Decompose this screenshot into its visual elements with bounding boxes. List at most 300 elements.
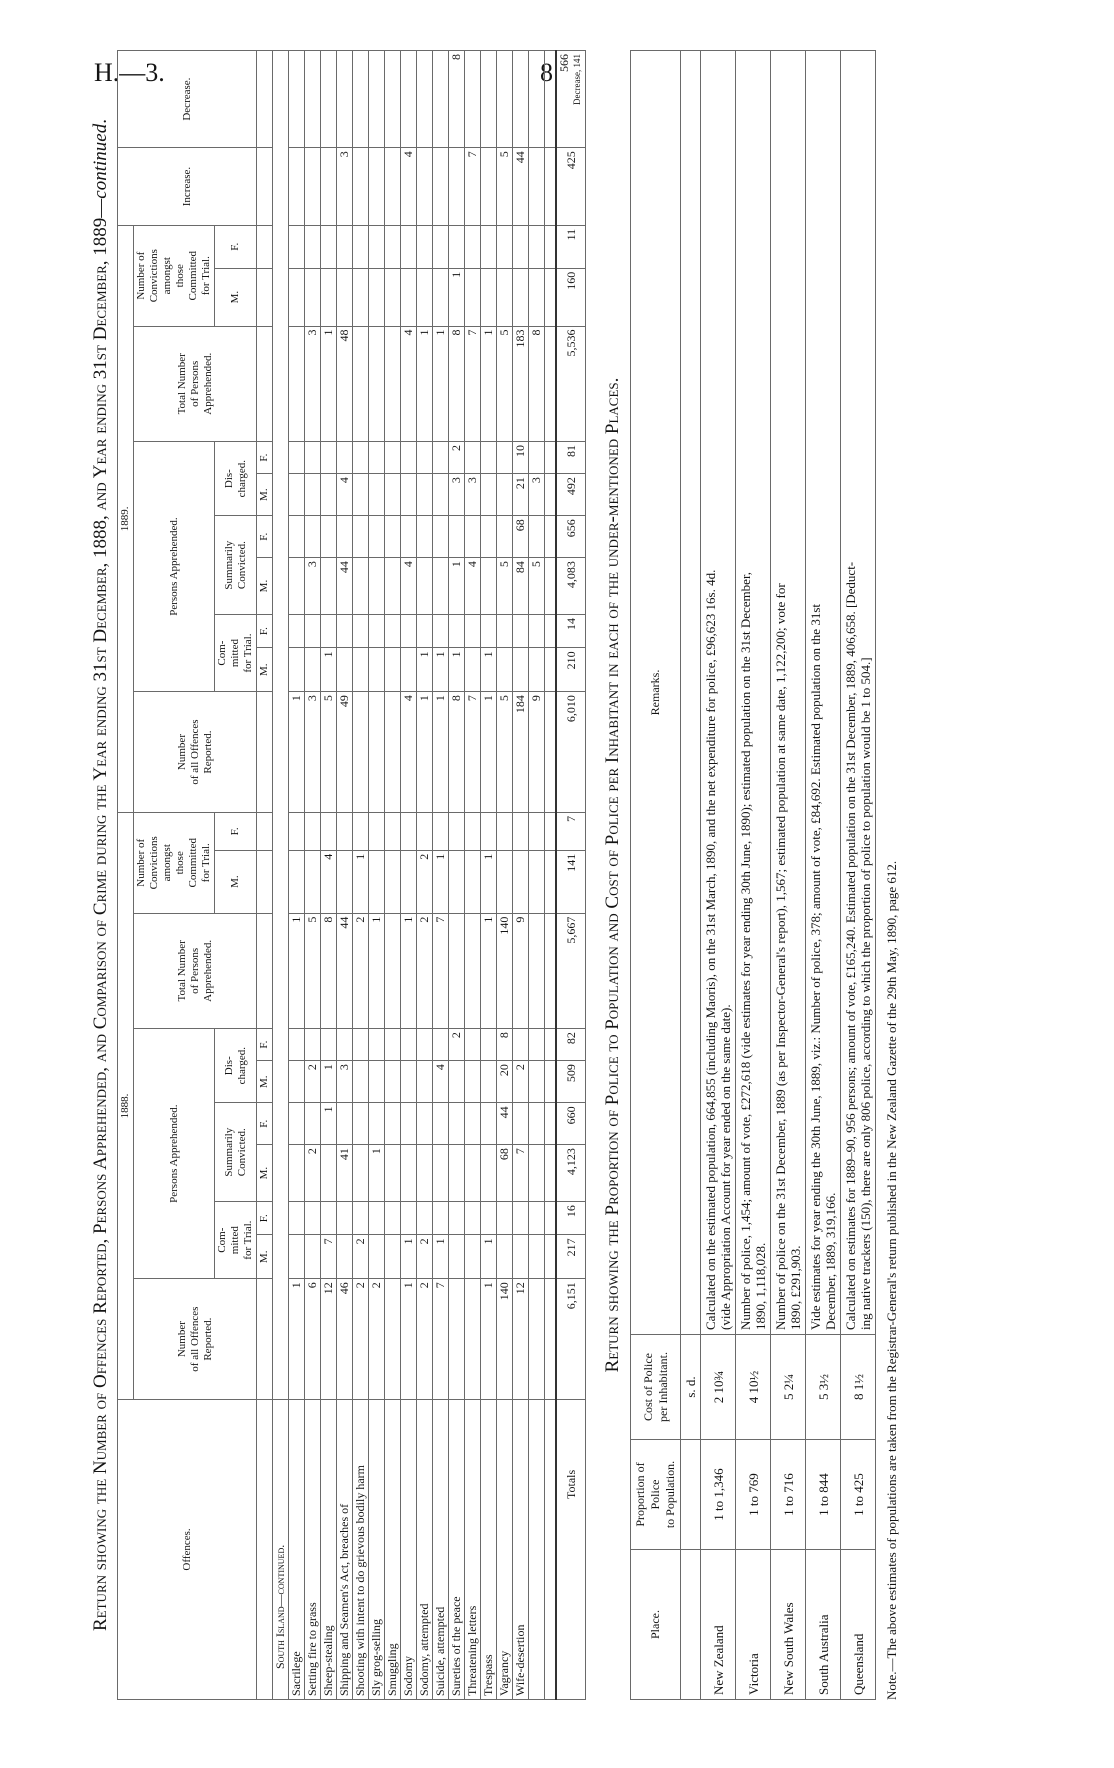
crime-cell	[401, 225, 417, 268]
crime-cell	[321, 442, 337, 474]
crime-cell	[497, 51, 513, 148]
page-reference: H.—3.	[94, 58, 165, 87]
crime-cell	[305, 1235, 321, 1279]
crime-cell	[401, 51, 417, 148]
crime-cell	[337, 614, 353, 647]
crime-cell	[401, 1103, 417, 1145]
section-row	[273, 51, 289, 1700]
crime-cell	[401, 614, 417, 647]
remark-line: December, 1889, 319,166.	[823, 1192, 838, 1330]
crime-cell: 183	[513, 326, 529, 441]
crime-cell	[289, 268, 305, 326]
crime-cell: 3	[465, 474, 481, 516]
crime-cell: 7	[433, 1279, 449, 1400]
crime-cell: 44	[513, 148, 529, 226]
police-table-title	[602, 50, 624, 1700]
reported-1888-header: Number of all Offences Reported.	[134, 1279, 257, 1400]
crime-cell	[289, 474, 305, 516]
crime-cell: 8	[449, 326, 465, 441]
crime-cell	[289, 1029, 305, 1061]
crime-cell	[353, 692, 369, 813]
remarks-header: Remarks.	[631, 51, 681, 1335]
crime-cell	[289, 614, 305, 647]
crime-cell	[321, 1202, 337, 1235]
crime-cell	[417, 1029, 433, 1061]
proportion-value: 1 to 844	[806, 1440, 841, 1550]
crime-cell: 1	[289, 1279, 305, 1400]
crime-cell	[289, 326, 305, 441]
crime-cell: 20	[497, 1061, 513, 1103]
crime-cell	[433, 516, 449, 558]
remark-line: Number of police, 1,454; amount of vote, £272,618 (vide estimates for year ending 30th June, 1890); estimated population on the 31st December,	[738, 572, 753, 1330]
crime-cell: 49	[337, 692, 353, 813]
convictions-1889-header: Number of Convictions amongst those Committed for Trial.	[134, 225, 215, 326]
crime-cell: 184	[513, 692, 529, 813]
crime-cell	[433, 558, 449, 615]
crime-cell: 1	[481, 1235, 497, 1279]
cost-value: 2 10¾	[701, 1335, 736, 1440]
crime-row	[369, 51, 385, 1700]
place-name: South Australia	[806, 1550, 841, 1700]
crime-cell	[289, 648, 305, 692]
crime-cell	[353, 1202, 369, 1235]
crime-cell	[369, 51, 385, 148]
totals-cell: 160	[556, 268, 586, 326]
crime-cell	[353, 648, 369, 692]
crime-cell: 5	[497, 148, 513, 226]
crime-cell: 2	[513, 1061, 529, 1103]
crime-cell	[417, 1202, 433, 1235]
crime-cell	[385, 1103, 401, 1145]
crime-cell: 48	[337, 326, 353, 441]
crime-cell: 12	[321, 1279, 337, 1400]
crime-cell	[465, 1029, 481, 1061]
police-row	[736, 51, 771, 1700]
crime-cell: 12	[513, 1279, 529, 1400]
crime-table-body	[273, 51, 586, 1700]
crime-cell: 8	[449, 692, 465, 813]
crime-cell: 1	[321, 326, 337, 441]
crime-cell	[385, 442, 401, 474]
crime-cell	[417, 148, 433, 226]
police-table	[630, 50, 876, 1700]
crime-cell	[529, 148, 545, 226]
net-decrease: Decrease, 141	[572, 54, 582, 105]
crime-cell: 2	[417, 850, 433, 913]
crime-cell: 1	[417, 692, 433, 813]
crime-cell	[401, 516, 417, 558]
totals-cell: 660	[556, 1103, 586, 1145]
crime-cell	[385, 1279, 401, 1400]
totals-cell: 425	[556, 148, 586, 226]
crime-cell	[417, 614, 433, 647]
crime-cell	[289, 812, 305, 850]
totals-cell: 217	[556, 1235, 586, 1279]
proportion-value: 1 to 716	[771, 1440, 806, 1550]
crime-cell	[529, 1279, 545, 1400]
totals-cell: 656	[556, 516, 586, 558]
proportion-value: 1 to 425	[841, 1440, 876, 1550]
crime-cell	[481, 51, 497, 148]
crime-cell	[465, 1202, 481, 1235]
crime-cell	[513, 268, 529, 326]
crime-cell	[385, 1202, 401, 1235]
proportion-value: 1 to 1,346	[701, 1440, 736, 1550]
crime-cell	[513, 1202, 529, 1235]
crime-cell	[321, 225, 337, 268]
crime-cell: 68	[513, 516, 529, 558]
crime-cell: 1	[449, 268, 465, 326]
crime-cell	[385, 850, 401, 913]
crime-cell	[289, 850, 305, 913]
crime-cell: 4	[433, 1061, 449, 1103]
proportion-value: 1 to 769	[736, 1440, 771, 1550]
crime-cell	[513, 1029, 529, 1061]
offence-name: Shooting with intent to do grievous bodily harm	[353, 1400, 369, 1700]
crime-cell	[321, 1145, 337, 1202]
crime-cell: 3	[529, 474, 545, 516]
totals-cell: 141	[556, 850, 586, 913]
crime-cell	[289, 1202, 305, 1235]
offences-header: Offences.	[118, 1400, 257, 1700]
crime-cell	[433, 614, 449, 647]
crime-cell	[401, 1202, 417, 1235]
crime-cell	[433, 1029, 449, 1061]
crime-cell: 3	[337, 1061, 353, 1103]
crime-cell: 2	[305, 1145, 321, 1202]
crime-row	[401, 51, 417, 1700]
crime-cell	[497, 812, 513, 850]
crime-cell	[385, 326, 401, 441]
crime-cell	[305, 1029, 321, 1061]
crime-cell	[321, 516, 337, 558]
crime-cell	[481, 1145, 497, 1202]
committed-f-1888: F.	[257, 1202, 273, 1235]
crime-cell	[305, 812, 321, 850]
crime-cell	[337, 1235, 353, 1279]
page-number: 8	[540, 58, 553, 87]
crime-cell: 5	[305, 913, 321, 1028]
crime-cell	[305, 268, 321, 326]
crime-cell	[337, 1029, 353, 1061]
crime-cell: 1	[433, 692, 449, 813]
crime-cell	[465, 812, 481, 850]
crime-cell	[497, 516, 513, 558]
crime-cell: 8	[497, 1029, 513, 1061]
crime-cell	[305, 1103, 321, 1145]
discharged-1889-header: Dis- charged.	[215, 442, 257, 516]
discharged-m-1889: M.	[257, 474, 273, 516]
cost-units: s. d.	[681, 1335, 701, 1440]
section-label: South Island—continued.	[273, 1400, 289, 1700]
crime-cell	[417, 51, 433, 148]
totals-cell: 11	[556, 225, 586, 268]
offence-name: Sacrilege	[289, 1400, 305, 1700]
cost-value: 5 3½	[806, 1335, 841, 1440]
crime-row	[481, 51, 497, 1700]
total-apprehended-1888-header: Total Number of Persons Apprehended.	[134, 913, 257, 1028]
crime-cell	[305, 442, 321, 474]
crime-row	[465, 51, 481, 1700]
crime-cell	[433, 1103, 449, 1145]
crime-cell	[369, 1029, 385, 1061]
crime-cell: 44	[337, 558, 353, 615]
crime-cell	[401, 442, 417, 474]
crime-cell	[513, 1103, 529, 1145]
offence-name: Sly grog-selling	[369, 1400, 385, 1700]
crime-cell	[353, 1145, 369, 1202]
crime-cell	[321, 614, 337, 647]
crime-cell	[353, 614, 369, 647]
crime-cell	[369, 614, 385, 647]
crime-cell	[289, 1061, 305, 1103]
totals-label: Totals	[556, 1400, 586, 1700]
crime-cell: 1	[481, 648, 497, 692]
crime-cell	[497, 442, 513, 474]
crime-cell	[337, 1103, 353, 1145]
crime-cell	[369, 1235, 385, 1279]
crime-cell	[497, 225, 513, 268]
totals-cell: 210	[556, 648, 586, 692]
police-table-body	[681, 51, 876, 1700]
crime-cell	[385, 648, 401, 692]
crime-cell	[289, 1145, 305, 1202]
crime-cell	[369, 1061, 385, 1103]
crime-cell	[529, 1202, 545, 1235]
summarily-1889-header: Summarily Convicted.	[215, 516, 257, 615]
conv-f-1888-header: F.	[215, 812, 257, 850]
crime-cell	[497, 474, 513, 516]
crime-cell	[465, 442, 481, 474]
crime-cell	[353, 812, 369, 850]
crime-cell: 3	[305, 692, 321, 813]
place-header: Place.	[631, 1550, 681, 1700]
discharged-m-1888: M.	[257, 1061, 273, 1103]
crime-cell	[289, 148, 305, 226]
crime-cell: 5	[497, 558, 513, 615]
crime-cell	[417, 1145, 433, 1202]
crime-cell: 1	[353, 850, 369, 913]
crime-cell	[481, 148, 497, 226]
crime-cell: 1	[401, 1279, 417, 1400]
crime-cell	[385, 558, 401, 615]
crime-cell	[481, 516, 497, 558]
crime-cell	[321, 474, 337, 516]
crime-cell: 4	[401, 558, 417, 615]
police-row	[701, 51, 736, 1700]
convictions-1888-header: Number of Convictions amongst those Committed for Trial.	[134, 812, 215, 913]
crime-cell	[305, 516, 321, 558]
crime-cell	[353, 1061, 369, 1103]
offence-name: Wife-desertion	[513, 1400, 529, 1700]
crime-cell: 1	[433, 1235, 449, 1279]
crime-cell: 1	[481, 1279, 497, 1400]
place-name: New Zealand	[701, 1550, 736, 1700]
crime-cell	[353, 225, 369, 268]
crime-cell	[385, 1029, 401, 1061]
crime-cell	[369, 148, 385, 226]
crime-cell	[369, 558, 385, 615]
footnote: Note.—The above estimates of populations are taken from the Registrar-General's return published in the New Zealand Gazette of the 29th May, 1890, page 612.	[884, 860, 899, 1700]
crime-cell	[353, 326, 369, 441]
crime-cell	[481, 268, 497, 326]
cost-units-row	[681, 51, 701, 1700]
totals-cell: 5,667	[556, 913, 586, 1028]
proportion-header: Proportion of Police to Population.	[631, 1440, 681, 1550]
police-row	[841, 51, 876, 1700]
crime-cell: 3	[305, 558, 321, 615]
crime-cell	[353, 442, 369, 474]
crime-cell	[369, 812, 385, 850]
crime-cell	[481, 1202, 497, 1235]
crime-cell: 1	[321, 648, 337, 692]
crime-cell	[369, 268, 385, 326]
crime-cell: 10	[513, 442, 529, 474]
crime-cell: 140	[497, 1279, 513, 1400]
crime-cell	[401, 1145, 417, 1202]
crime-row	[305, 51, 321, 1700]
crime-cell: 7	[465, 692, 481, 813]
crime-cell	[417, 516, 433, 558]
crime-cell: 9	[529, 692, 545, 813]
summarily-1888-header: Summarily Convicted.	[215, 1103, 257, 1202]
crime-cell	[465, 1103, 481, 1145]
crime-cell	[385, 692, 401, 813]
crime-cell	[353, 268, 369, 326]
crime-cell	[369, 1202, 385, 1235]
crime-cell	[449, 1202, 465, 1235]
crime-cell	[513, 648, 529, 692]
crime-cell	[289, 1103, 305, 1145]
crime-cell: 1	[481, 326, 497, 441]
crime-cell	[401, 474, 417, 516]
totals-cell: 16	[556, 1202, 586, 1235]
crime-cell: 4	[401, 326, 417, 441]
crime-cell	[385, 474, 401, 516]
crime-cell: 8	[321, 913, 337, 1028]
crime-cell	[353, 558, 369, 615]
crime-cell	[369, 692, 385, 813]
crime-cell	[289, 1235, 305, 1279]
summarily-f-1888: F.	[257, 1103, 273, 1145]
crime-cell: 5	[321, 692, 337, 813]
crime-cell	[529, 51, 545, 148]
crime-cell	[401, 850, 417, 913]
crime-cell	[401, 1061, 417, 1103]
crime-title-main: Return showing the Number of Offences Reported, Persons Apprehended, and Comparison of Crime during the Year ending 31st December, 1888, and Year ending 31st December, 1889—	[90, 198, 111, 1631]
crime-cell	[497, 614, 513, 647]
crime-cell	[385, 516, 401, 558]
crime-cell	[449, 913, 465, 1028]
crime-cell: 1	[481, 850, 497, 913]
totals-cell: 6,010	[556, 692, 586, 813]
crime-cell	[305, 648, 321, 692]
crime-cell	[353, 1029, 369, 1061]
crime-cell: 1	[401, 913, 417, 1028]
crime-cell	[497, 648, 513, 692]
crime-row	[449, 51, 465, 1700]
remark-line: (vide Appropriation Account for year ended on the same date).	[718, 1004, 733, 1330]
conv-f-1889-header: F.	[215, 225, 257, 268]
crime-cell	[529, 1145, 545, 1202]
crime-cell	[289, 442, 305, 474]
committed-m-1888: M.	[257, 1235, 273, 1279]
crime-cell	[337, 268, 353, 326]
crime-cell: 2	[305, 1061, 321, 1103]
crime-cell	[481, 812, 497, 850]
crime-cell: 2	[417, 1235, 433, 1279]
remarks-cell	[841, 51, 876, 1335]
crime-cell	[321, 812, 337, 850]
crime-cell	[385, 812, 401, 850]
crime-cell	[465, 1235, 481, 1279]
crime-cell	[481, 614, 497, 647]
apprehended-1888-header: Persons Apprehended.	[134, 1029, 215, 1279]
totals-cell: 7	[556, 812, 586, 850]
offence-name: Vagrancy	[497, 1400, 513, 1700]
crime-cell	[513, 812, 529, 850]
crime-cell	[369, 442, 385, 474]
cost-value: 8 1½	[841, 1335, 876, 1440]
crime-cell	[529, 850, 545, 913]
crime-cell	[433, 225, 449, 268]
crime-cell	[433, 268, 449, 326]
crime-cell	[385, 51, 401, 148]
crime-cell	[513, 225, 529, 268]
crime-cell	[529, 812, 545, 850]
crime-cell: 4	[337, 474, 353, 516]
crime-cell	[465, 648, 481, 692]
crime-cell	[385, 1235, 401, 1279]
crime-cell	[449, 225, 465, 268]
crime-cell	[385, 1145, 401, 1202]
crime-cell: 2	[353, 913, 369, 1028]
crime-cell: 1	[449, 648, 465, 692]
crime-cell	[449, 1061, 465, 1103]
crime-cell: 1	[481, 913, 497, 1028]
crime-cell	[385, 1061, 401, 1103]
remark-line: Calculated on the estimated population, 664,855 (including Maoris), on the 31st March, 1890, and the net expenditure for police, £96,623 16s. 4d.	[703, 569, 718, 1330]
crime-cell	[353, 474, 369, 516]
crime-cell	[529, 1029, 545, 1061]
crime-cell	[465, 1061, 481, 1103]
police-row	[806, 51, 841, 1700]
crime-cell	[337, 442, 353, 474]
crime-cell: 1	[369, 913, 385, 1028]
discharged-f-1889: F.	[257, 442, 273, 474]
crime-cell	[401, 648, 417, 692]
crime-cell	[449, 148, 465, 226]
discharged-1888-header: Dis- charged.	[215, 1029, 257, 1103]
crime-title-end: .	[90, 119, 111, 124]
crime-cell	[433, 474, 449, 516]
crime-cell: 2	[449, 442, 465, 474]
crime-row	[321, 51, 337, 1700]
crime-cell	[369, 516, 385, 558]
crime-cell	[529, 442, 545, 474]
crime-cell	[353, 51, 369, 148]
crime-cell: 8	[449, 51, 465, 148]
crime-row	[385, 51, 401, 1700]
crime-cell: 7	[321, 1235, 337, 1279]
remark-line: Number of police on the 31st December, 1889 (as per Inspector-General's report), 1,567; estimated population at same date, 1,122,200; vote for	[773, 583, 788, 1330]
crime-cell: 1	[433, 648, 449, 692]
crime-cell	[449, 1145, 465, 1202]
crime-cell	[465, 268, 481, 326]
crime-cell	[401, 1029, 417, 1061]
crime-cell: 7	[465, 148, 481, 226]
crime-cell	[497, 1202, 513, 1235]
